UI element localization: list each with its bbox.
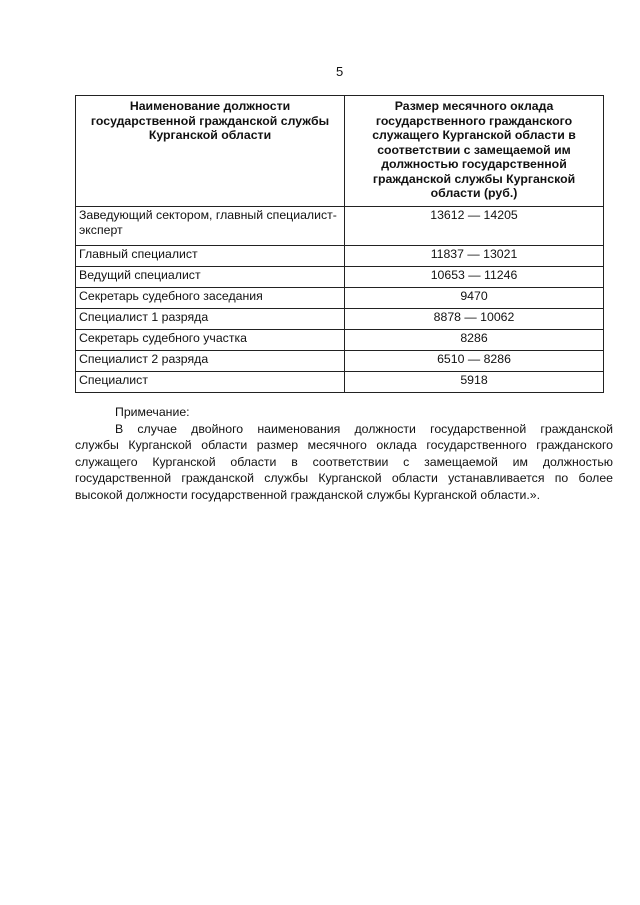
note-line: В случае двойного наименования должности государственной гражданской <box>115 421 613 436</box>
position-cell: Секретарь судебного участка <box>76 330 345 351</box>
note-line: государственной гражданской службы Курганской области устанавливается по более <box>75 471 613 485</box>
salary-cell: 8286 <box>345 330 604 351</box>
position-cell: Ведущий специалист <box>76 267 345 288</box>
salary-cell: 11837 — 13021 <box>345 246 604 267</box>
position-cell: Специалист <box>76 372 345 393</box>
table-row <box>76 330 604 351</box>
position-cell: Главный специалист <box>76 246 345 267</box>
position-cell: Заведующий сектором, главный специалист-эксперт <box>76 207 345 246</box>
note-title: Примечание: <box>115 405 190 419</box>
position-cell: Специалист 2 разряда <box>76 351 345 372</box>
salary-table <box>75 95 604 393</box>
table-row <box>76 309 604 330</box>
header-position: Наименование должности государственной гражданской службы Курганской области <box>76 96 345 207</box>
salary-cell: 8878 — 10062 <box>345 309 604 330</box>
position-cell: Секретарь судебного заседания <box>76 288 345 309</box>
page-number: 5 <box>336 64 344 79</box>
note-line: службы Курганской области размер месячного оклада государственного гражданского <box>75 438 613 452</box>
note-line: высокой должности государственной гражданской службы Курганской области.». <box>75 487 541 502</box>
salary-cell: 5918 <box>345 372 604 393</box>
salary-cell: 6510 — 8286 <box>345 351 604 372</box>
table-row <box>76 372 604 393</box>
table-row <box>76 351 604 372</box>
note-line: служащего Курганской области в соответствии с замещаемой им должностью <box>75 454 613 469</box>
table-header-row <box>76 96 604 207</box>
table-row <box>76 246 604 267</box>
salary-cell: 13612 — 14205 <box>345 207 604 246</box>
table-row <box>76 267 604 288</box>
salary-cell: 10653 — 11246 <box>345 267 604 288</box>
salary-cell: 9470 <box>345 288 604 309</box>
note <box>75 404 613 503</box>
table-row <box>76 207 604 246</box>
header-salary: Размер месячного оклада государственного гражданского служащего Курганской области в соответствии с замещаемой им должностью государственной гражданской службы Курганской области (руб.) <box>345 96 604 207</box>
position-cell: Специалист 1 разряда <box>76 309 345 330</box>
table-row <box>76 288 604 309</box>
